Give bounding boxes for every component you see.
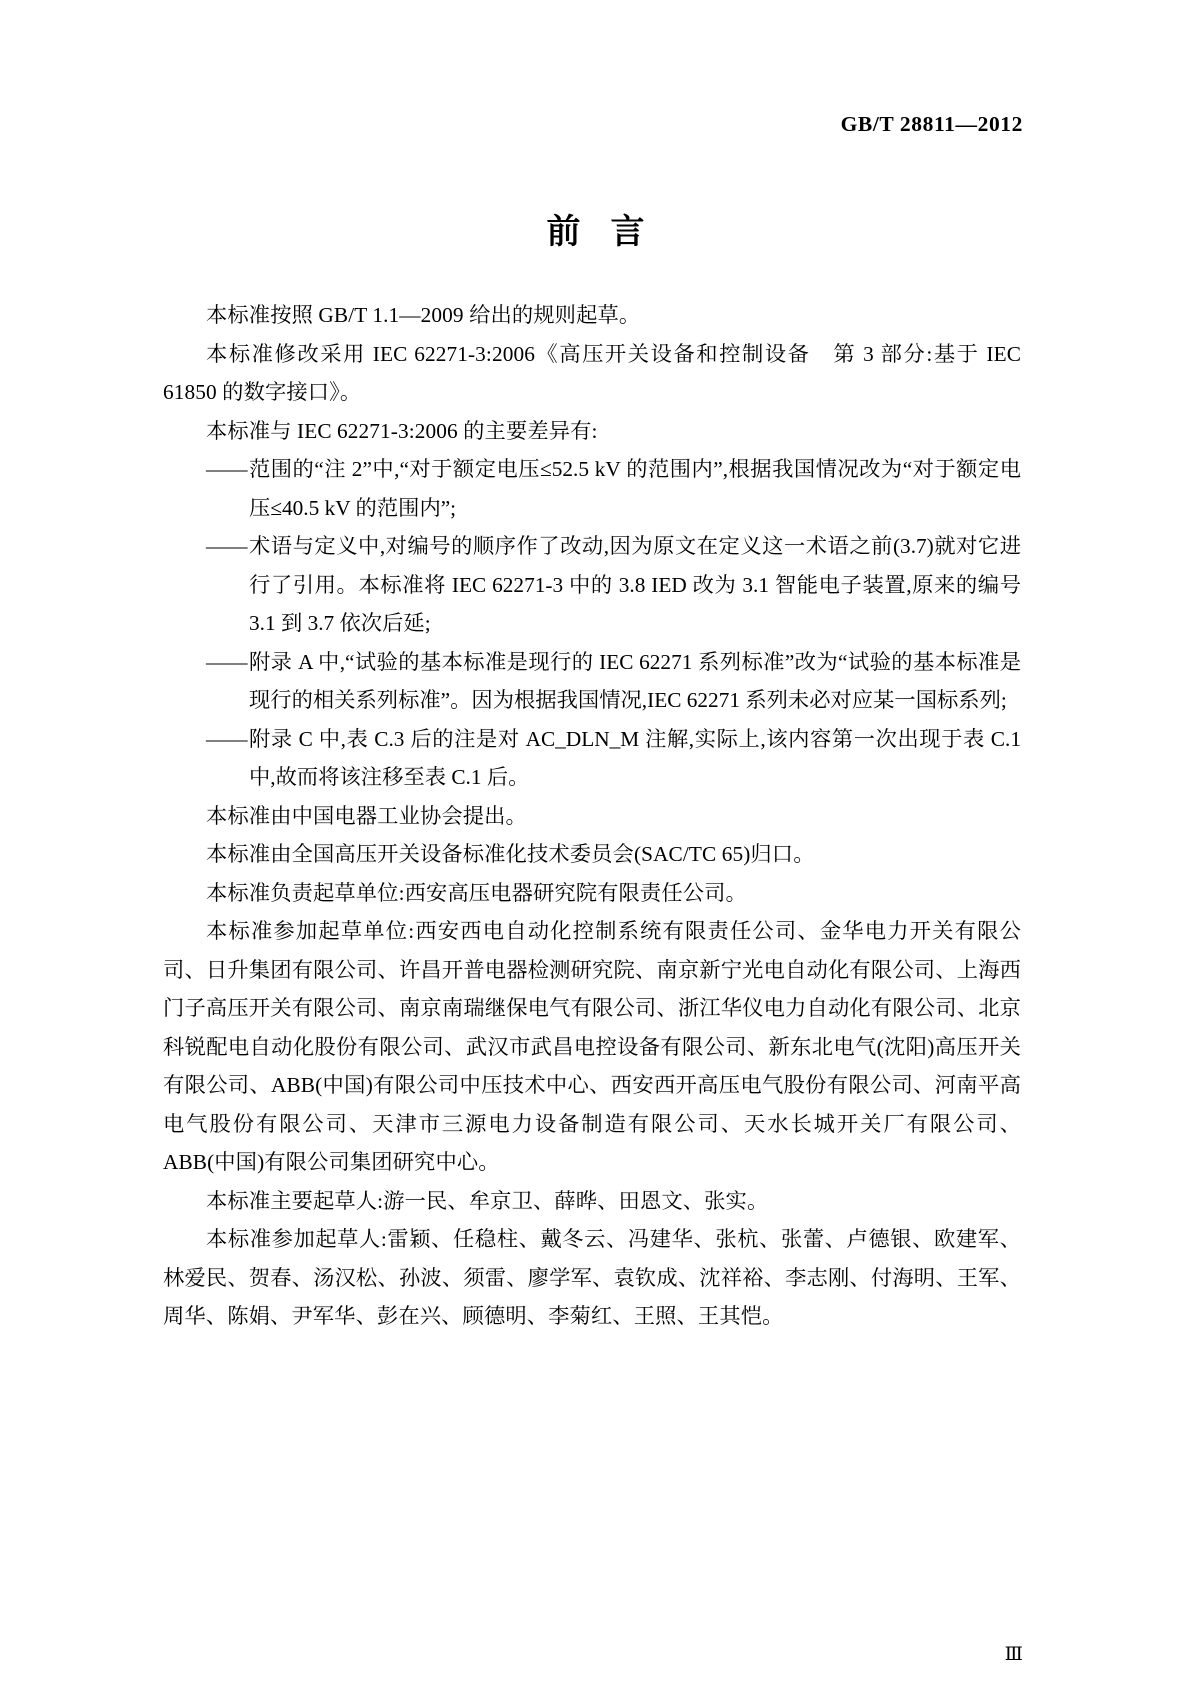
em-dash-marker: —— (206, 726, 247, 751)
difference-item-text: 附录 C 中,表 C.3 后的注是对 AC_DLN_M 注解,实际上,该内容第一次出现于表 C.1 中,故而将该注移至表 C.1 后。 (249, 726, 1021, 789)
em-dash-marker: —— (206, 534, 247, 558)
paragraph-proposed-by: 本标准由中国电器工业协会提出。 (206, 803, 527, 828)
paragraph-under-jurisdiction: 本标准由全国高压开关设备标准化技术委员会(SAC/TC 65)归口。 (206, 842, 815, 866)
paragraph-responsible-unit: 本标准负责起草单位:西安高压电器研究院有限责任公司。 (206, 880, 747, 905)
paragraph-main-drafters: 本标准主要起草人:游一民、牟京卫、薛晔、田恩文、张实。 (206, 1188, 769, 1213)
difference-item (163, 720, 1021, 797)
foreword-body (163, 296, 1021, 1336)
paragraph-modified-adoption: 本标准修改采用 IEC 62271-3:2006《高压开关设备和控制设备 第 3 部分:基于 IEC 61850 的数字接口》。 (163, 341, 1021, 404)
paragraph-differences-lead: 本标准与 IEC 62271-3:2006 的主要差异有: (206, 418, 598, 443)
page-footer (0, 1624, 1191, 1684)
paragraph-participating-units: 本标准参加起草单位:西安西电自动化控制系统有限责任公司、金华电力开关有限公司、日升集团有限公司、许昌开普电器检测研究院、南京新宁光电自动化有限公司、上海西门子高压开关有限公司、南京南瑞继保电气有限公司、浙江华仪电力自动化有限公司、北京科锐配电自动化股份有限公司、武汉市武昌电控设备有限公司、新东北电气(沈阳)高压开关有限公司、ABB(中国)有限公司中压技术中心、西安西开高压电气股份有限公司、河南平高电气股份有限公司、天津市三源电力设备制造有限公司、天水长城开关厂有限公司、ABB(中国)有限公司集团研究中心。 (163, 919, 1021, 1174)
page-number: Ⅲ (1004, 1644, 1023, 1665)
difference-item-text: 范围的“注 2”中,“对于额定电压≤52.5 kV 的范围内”,根据我国情况改为“对于额定电压≤40.5 kV 的范围内”; (249, 457, 1021, 520)
difference-item (163, 643, 1021, 720)
page-title: 前言 (546, 212, 675, 252)
paragraph-participating-drafters: 本标准参加起草人:雷颖、任稳柱、戴冬云、冯建华、张杭、张蕾、卢德银、欧建军、林爱民、贺春、汤汉松、孙波、须雷、廖学军、袁钦成、沈祥裕、李志刚、付海明、王军、周华、陈娟、尹军华、彭在兴、顾德明、李菊红、王照、王其恺。 (163, 1227, 1021, 1328)
paragraph-drafting-rules: 本标准按照 GB/T 1.1—2009 给出的规则起草。 (206, 303, 641, 327)
difference-item-text: 术语与定义中,对编号的顺序作了改动,因为原文在定义这一术语之前(3.7)就对它进行了引用。本标准将 IEC 62271-3 中的 3.8 IED 改为 3.1 智能电子装置,原来的编号 3.1 到 3.7 依次后延; (249, 534, 1021, 635)
standard-number: GB/T 28811—2012 (840, 112, 1023, 136)
difference-item-text: 附录 A 中,“试验的基本标准是现行的 IEC 62271 系列标准”改为“试验的基本标准是现行的相关系列标准”。因为根据我国情况,IEC 62271 系列未必对应某一国标系列; (249, 649, 1021, 712)
em-dash-marker: —— (206, 649, 247, 674)
difference-item (163, 527, 1021, 643)
em-dash-marker: —— (206, 457, 247, 481)
page-header (0, 112, 1191, 142)
difference-item (163, 450, 1021, 527)
